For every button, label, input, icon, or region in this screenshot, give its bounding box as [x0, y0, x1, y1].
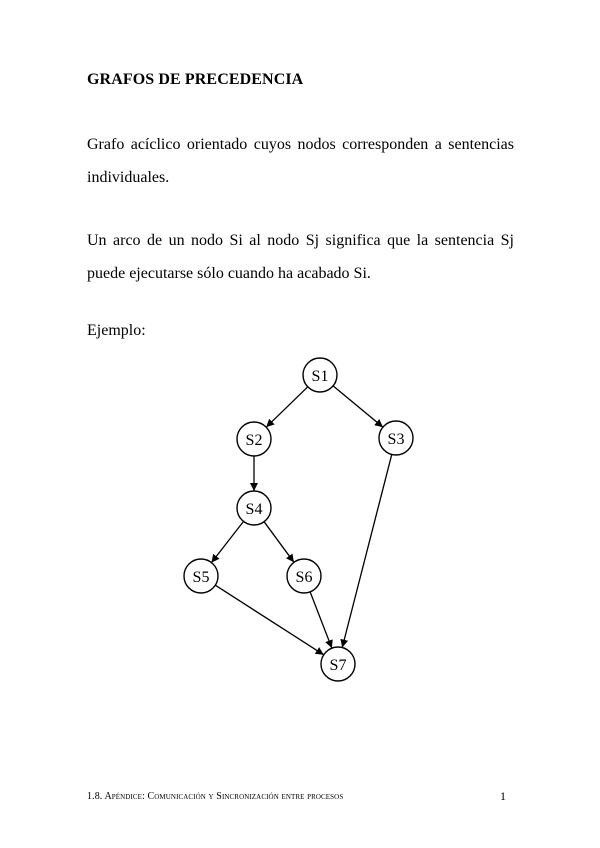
node-label-s3: S3: [387, 431, 405, 448]
node-s2: [237, 422, 271, 456]
footer-section-title: [87, 791, 343, 802]
edge-s5-s7: [215, 585, 323, 655]
edge-s3-s7: [342, 454, 392, 647]
definition-paragraph: Grafo acíclico orientado cuyos nodos corresponden a sentencias individuales.: [87, 136, 514, 186]
node-label-s1: S1: [311, 368, 329, 385]
footer-section-text: 1.8. Apéndice: Comunicación y Sincronización entre procesos: [87, 791, 344, 802]
node-s1: [303, 358, 337, 392]
node-label-s2: S2: [245, 432, 263, 449]
edge-s4-s6: [264, 522, 294, 563]
node-s7: [321, 647, 355, 681]
node-s5: [184, 559, 218, 593]
node-s3: [379, 421, 413, 455]
page-title: GRAFOS DE PRECEDENCIA: [87, 71, 304, 88]
node-label-s4: S4: [245, 501, 263, 518]
node-label-s5: S5: [192, 569, 210, 586]
node-label-s7: S7: [329, 657, 347, 674]
node-s6: [287, 559, 321, 593]
arc-meaning-paragraph: Un arco de un nodo Si al nodo Sj significa que la sentencia Sj puede ejecutarse sólo cuando ha acabado Si.: [87, 232, 514, 282]
edge-s1-s2: [266, 387, 308, 427]
edges: [211, 386, 391, 655]
example-label: Ejemplo:: [87, 322, 146, 339]
footer-page-number: 1: [500, 789, 506, 803]
nodes: [184, 358, 413, 681]
node-s4: [237, 491, 271, 525]
node-label-s6: S6: [295, 569, 313, 586]
edge-s6-s7: [310, 592, 332, 648]
edge-s4-s5: [211, 521, 243, 562]
edge-s1-s3: [333, 386, 383, 427]
